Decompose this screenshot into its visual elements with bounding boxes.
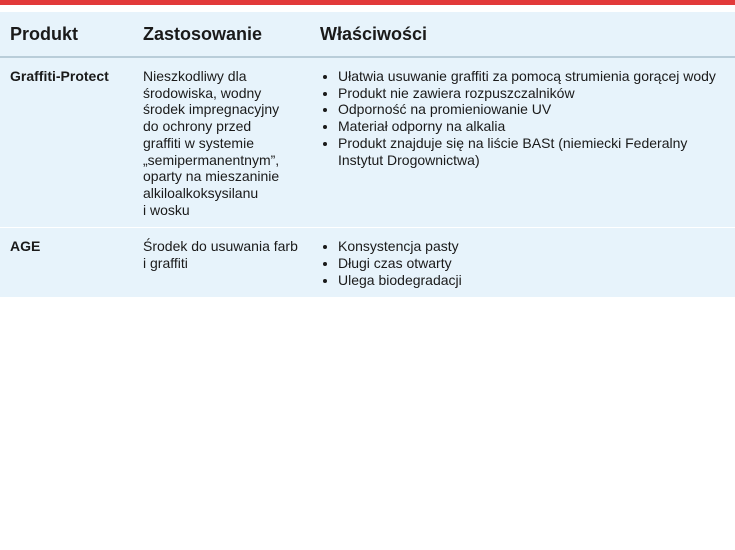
product-properties-cell [310, 228, 735, 298]
header-usage: Zastosowanie [133, 12, 310, 57]
properties-list [320, 238, 725, 288]
product-name-graffiti-protect: Graffiti-Protect [10, 68, 109, 84]
product-usage: Środek do usuwania farb i graffiti [143, 238, 298, 272]
list-item: • Materiał odporny na alkalia [338, 118, 725, 135]
table-header [0, 12, 735, 57]
list-item: • Produkt nie zawiera rozpuszczalników [338, 85, 725, 102]
product-usage-cell [133, 228, 310, 298]
table-row [0, 57, 735, 228]
table-body [0, 57, 735, 297]
header-properties: Właściwości [310, 12, 735, 57]
product-usage-cell [133, 57, 310, 228]
list-item: • Produkt znajduje się na liście BASt (niemiecki Federalny Instytut Drogownictwa) [338, 135, 725, 168]
list-item: • Konsystencja pasty [338, 238, 725, 255]
spacer [0, 5, 735, 12]
table-row [0, 228, 735, 298]
header-row [0, 12, 735, 57]
list-item: • Ułatwia usuwanie graffiti za pomocą strumienia gorącej wody [338, 68, 725, 85]
header-product: Produkt [0, 12, 133, 57]
product-name-age: AGE [0, 228, 133, 298]
list-item: • Odporność na promieniowanie UV [338, 101, 725, 118]
product-properties-cell [310, 57, 735, 228]
list-item: • Długi czas otwarty [338, 255, 725, 272]
product-table [0, 12, 735, 297]
list-item: • Ulega biodegradacji [338, 272, 725, 289]
properties-list [320, 68, 725, 168]
product-usage: Nieszkodliwy dla środowiska, wodny środek impregnacyjny do ochrony przed graffiti w systemie „semipermanentnym”, oparty na mieszaninie alkiloalkoksysilanu i wosku [143, 68, 280, 218]
